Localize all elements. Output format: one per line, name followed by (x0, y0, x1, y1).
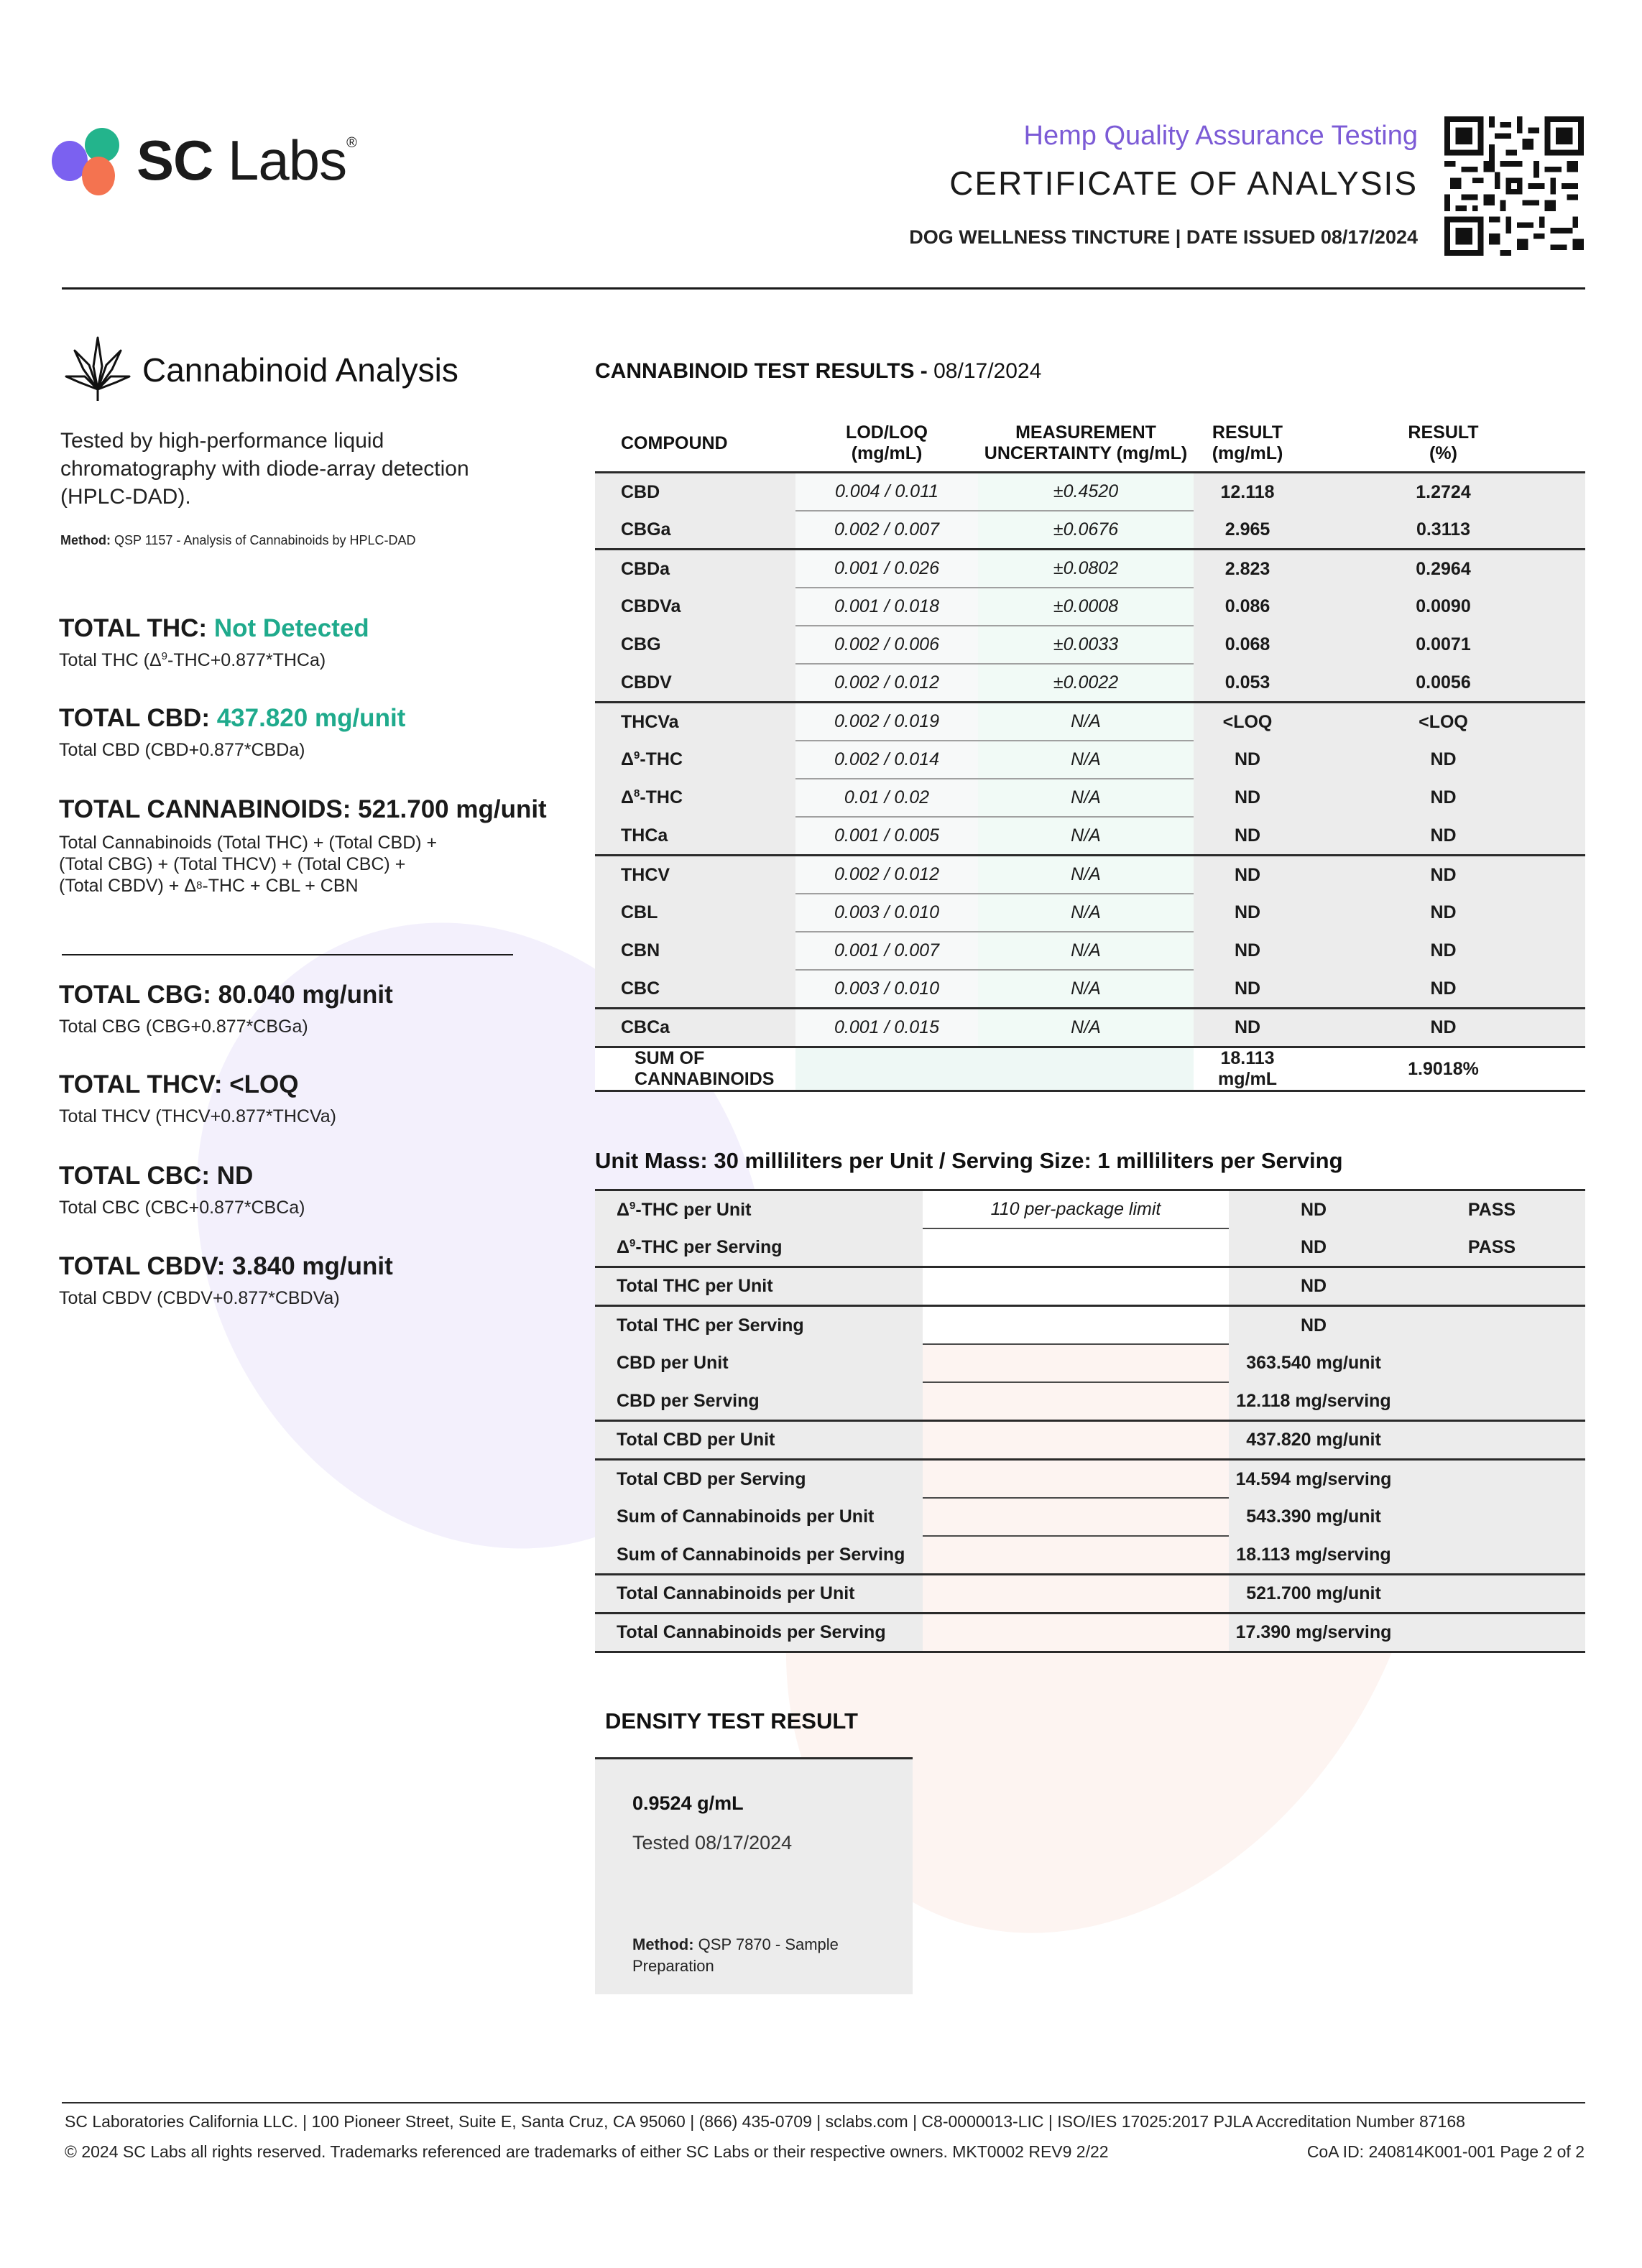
unit-mass-title: Unit Mass: 30 milliliters per Unit / Serving Size: 1 milliliters per Serving (595, 1148, 1343, 1173)
density-tested-date: Tested 08/17/2024 (632, 1832, 793, 1853)
cell-label: CBD per Serving (595, 1382, 923, 1421)
cell-limit (923, 1421, 1229, 1460)
cell-limit (923, 1536, 1229, 1575)
cell-label: Total CBD per Serving (595, 1460, 923, 1499)
cell-compound: CBC (595, 970, 795, 1009)
table-row (595, 817, 1585, 856)
table-row (595, 511, 1585, 550)
col-result-pct: RESULT (%) (1301, 417, 1585, 473)
cell-limit (923, 1382, 1229, 1421)
cell-result: ND (1229, 1190, 1398, 1229)
cannabinoid-results-table (595, 417, 1585, 1092)
table-row (595, 588, 1585, 626)
table-row (595, 1421, 1585, 1460)
cell-result-mgml: ND (1194, 741, 1301, 779)
table-row (595, 1460, 1585, 1499)
cell-limit (923, 1306, 1229, 1345)
cell-label: Total Cannabinoids per Serving (595, 1614, 923, 1652)
density-method: Method: QSP 7870 - Sample Preparation (632, 1935, 839, 1975)
total-cbdv: TOTAL CBDV: 3.840 mg/unit (59, 1252, 393, 1280)
cell-result-mgml: ND (1194, 970, 1301, 1009)
cell-status (1398, 1306, 1585, 1345)
cell-status (1398, 1267, 1585, 1306)
table-row (595, 1306, 1585, 1345)
cell-uncertainty: N/A (978, 856, 1194, 894)
density-title: DENSITY TEST RESULT (605, 1708, 858, 1734)
sum-row (595, 1047, 1585, 1091)
cell-lod-loq: 0.001 / 0.026 (795, 550, 978, 588)
cell-uncertainty: N/A (978, 741, 1194, 779)
cell-uncertainty: N/A (978, 703, 1194, 741)
logo-text: SC Labs® (137, 129, 356, 192)
cell-uncertainty: ±0.0033 (978, 626, 1194, 664)
cell-compound: $\Delta^9$-THC (595, 741, 795, 779)
cell-status: PASS (1398, 1228, 1585, 1267)
density-value: 0.9524 g/mL (632, 1792, 744, 1814)
cell-result-pct: ND (1301, 894, 1585, 932)
cell-lod-loq: 0.002 / 0.012 (795, 664, 978, 703)
cell-limit (923, 1344, 1229, 1382)
qr-code-icon[interactable] (1444, 116, 1584, 256)
table-row (595, 626, 1585, 664)
product-name: DOG WELLNESS TINCTURE (909, 226, 1171, 248)
cell-lod-loq: 0.001 / 0.005 (795, 817, 978, 856)
cell-compound: CBDVa (595, 588, 795, 626)
cell-result-pct: 0.0056 (1301, 664, 1585, 703)
cell-compound: THCa (595, 817, 795, 856)
total-cannabinoids: TOTAL CANNABINOIDS: 521.700 mg/unit (59, 795, 547, 823)
cell-compound: CBDa (595, 550, 795, 588)
cell-result-mgml: 2.823 (1194, 550, 1301, 588)
cell-lod-loq: 0.001 / 0.018 (795, 588, 978, 626)
total-cbd: TOTAL CBD: 437.820 mg/unit (59, 704, 406, 732)
table-row (595, 932, 1585, 970)
cell-label: $\Delta^9$-THC per Unit (595, 1190, 923, 1229)
cell-compound: CBCa (595, 1009, 795, 1047)
header-meta: DOG WELLNESS TINCTURE | DATE ISSUED 08/17/2024 (909, 226, 1418, 248)
table-row (595, 1614, 1585, 1652)
cell-limit: 110 per-package limit (923, 1190, 1229, 1229)
table-row (595, 473, 1585, 512)
total-cbd-formula: Total CBD (CBD+0.877*CBDa) (59, 740, 305, 760)
table-row (595, 1536, 1585, 1575)
cell-result-pct: ND (1301, 779, 1585, 817)
cell-result-mgml: ND (1194, 779, 1301, 817)
cell-uncertainty: N/A (978, 932, 1194, 970)
table-row (595, 779, 1585, 817)
cell-uncertainty: ±0.4520 (978, 473, 1194, 512)
header-title: CERTIFICATE OF ANALYSIS (949, 165, 1418, 202)
cell-limit (923, 1460, 1229, 1499)
cell-result-pct: ND (1301, 856, 1585, 894)
unit-results-table (595, 1189, 1585, 1653)
col-lod-loq: LOD/LOQ (mg/mL) (795, 417, 978, 473)
total-thcv-formula: Total THCV (THCV+0.877*THCVa) (59, 1106, 336, 1126)
table-row (595, 1267, 1585, 1306)
cell-result: ND (1229, 1267, 1398, 1306)
cell-result-pct: 0.0071 (1301, 626, 1585, 664)
cell-uncertainty: ±0.0022 (978, 664, 1194, 703)
cell-uncertainty: N/A (978, 779, 1194, 817)
cell-compound: CBG (595, 626, 795, 664)
cell-label: Total CBD per Unit (595, 1421, 923, 1460)
cell-result: ND (1229, 1306, 1398, 1345)
total-cbc-formula: Total CBC (CBC+0.877*CBCa) (59, 1198, 305, 1218)
table-row (595, 970, 1585, 1009)
cell-compound: $\Delta^8$-THC (595, 779, 795, 817)
table-row (595, 1009, 1585, 1047)
date-issued: DATE ISSUED 08/17/2024 (1186, 226, 1418, 248)
cell-result-pct: ND (1301, 1009, 1585, 1047)
cell-label: CBD per Unit (595, 1344, 923, 1382)
analysis-method: Method: QSP 1157 - Analysis of Cannabinoids by HPLC-DAD (60, 533, 416, 547)
cell-compound: THCVa (595, 703, 795, 741)
cell-result-pct: 0.0090 (1301, 588, 1585, 626)
cell-limit (923, 1498, 1229, 1536)
sum-mgml: 18.113 mg/mL (1194, 1047, 1301, 1091)
total-thcv: TOTAL THCV: <LOQ (59, 1070, 299, 1098)
footer-address: SC Laboratories California LLC. | 100 Pioneer Street, Suite E, Santa Cruz, CA 95060 | (866) 435-0709 | sclabs.com | C8-0000013-LIC | ISO/IES 17025:2017 PJLA Accreditation Number 87168 (65, 2112, 1465, 2131)
total-cannabinoids-formula: Total Cannabinoids (Total THC) + (Total CBD) + (Total CBG) + (Total THCV) + (Total CBC) + (Total CBDV) + $\Delta^8$-THC + CBL + CBN (59, 833, 438, 896)
footer-divider (62, 2102, 1585, 2103)
total-thc-formula: Total THC $(\Delta^9-THC+0.877*THCa)$ (59, 650, 326, 670)
cell-lod-loq: 0.002 / 0.014 (795, 741, 978, 779)
cell-compound: CBL (595, 894, 795, 932)
analysis-description: Tested by high-performance liquid chromatography with diode-array detection (HPLC-DAD). (60, 429, 469, 509)
table-row (595, 1382, 1585, 1421)
total-cbc: TOTAL CBC: ND (59, 1162, 254, 1190)
cell-label: Total Cannabinoids per Unit (595, 1575, 923, 1614)
table-row (595, 741, 1585, 779)
header-divider (62, 287, 1585, 290)
col-uncertainty: MEASUREMENT UNCERTAINTY (mg/mL) (978, 417, 1194, 473)
results-title: CANNABINOID TEST RESULTS - 08/17/2024 (595, 359, 1042, 383)
cell-lod-loq: 0.001 / 0.007 (795, 932, 978, 970)
cell-result-mgml: 0.053 (1194, 664, 1301, 703)
cell-compound: CBGa (595, 511, 795, 550)
header-subtitle: Hemp Quality Assurance Testing (1023, 121, 1418, 151)
table-row (595, 1498, 1585, 1536)
cell-status: PASS (1398, 1190, 1585, 1229)
cell-result-pct: 1.2724 (1301, 473, 1585, 512)
cell-result-mgml: ND (1194, 817, 1301, 856)
table-row (595, 1190, 1585, 1229)
cell-result-mgml: ND (1194, 932, 1301, 970)
cell-lod-loq: 0.01 / 0.02 (795, 779, 978, 817)
total-cbg: TOTAL CBG: 80.040 mg/unit (59, 981, 393, 1009)
cell-limit (923, 1267, 1229, 1306)
cell-compound: CBD (595, 473, 795, 512)
cell-label: Total THC per Serving (595, 1306, 923, 1345)
cell-compound: CBDV (595, 664, 795, 703)
cell-label: Sum of Cannabinoids per Unit (595, 1498, 923, 1536)
footer-coa-id: CoA ID: 240814K001-001 Page 2 of 2 (1306, 2142, 1585, 2161)
table-row (595, 856, 1585, 894)
left-divider (62, 954, 513, 955)
sum-label: SUM OF CANNABINOIDS (595, 1047, 795, 1091)
cell-result-mgml: 12.118 (1194, 473, 1301, 512)
cell-label: $\Delta^9$-THC per Serving (595, 1228, 923, 1267)
cell-result: 17.390 mg/serving (1229, 1614, 1585, 1652)
cell-result-pct: ND (1301, 741, 1585, 779)
table-row (595, 550, 1585, 588)
col-result-mgml: RESULT (mg/mL) (1194, 417, 1301, 473)
cell-lod-loq: 0.003 / 0.010 (795, 894, 978, 932)
cell-result: 12.118 mg/serving (1229, 1382, 1585, 1421)
cell-result-mgml: 2.965 (1194, 511, 1301, 550)
cell-result-pct: ND (1301, 970, 1585, 1009)
cell-lod-loq: 0.003 / 0.010 (795, 970, 978, 1009)
cell-uncertainty: N/A (978, 970, 1194, 1009)
cell-label: Total THC per Unit (595, 1267, 923, 1306)
cell-result: 521.700 mg/unit (1229, 1575, 1585, 1614)
table-row (595, 1228, 1585, 1267)
cell-result: ND (1229, 1228, 1398, 1267)
cell-result-pct: 0.2964 (1301, 550, 1585, 588)
cell-lod-loq: 0.004 / 0.011 (795, 473, 978, 512)
cell-result-mgml: 0.086 (1194, 588, 1301, 626)
logo-dot-coral (82, 157, 115, 195)
total-cbg-formula: Total CBG (CBG+0.877*CBGa) (59, 1017, 308, 1037)
cell-result: 363.540 mg/unit (1229, 1344, 1585, 1382)
cell-result-pct: 0.3113 (1301, 511, 1585, 550)
cell-limit (923, 1575, 1229, 1614)
cell-label: Sum of Cannabinoids per Serving (595, 1536, 923, 1575)
total-thc: TOTAL THC: Not Detected (59, 614, 369, 642)
cell-compound: CBN (595, 932, 795, 970)
logo (52, 122, 131, 201)
cell-lod-loq: 0.002 / 0.019 (795, 703, 978, 741)
cell-uncertainty: N/A (978, 1009, 1194, 1047)
table-row (595, 894, 1585, 932)
cell-result-mgml: 0.068 (1194, 626, 1301, 664)
col-compound: COMPOUND (595, 417, 795, 473)
table-row (595, 1344, 1585, 1382)
cell-compound: THCV (595, 856, 795, 894)
cell-result-pct: ND (1301, 817, 1585, 856)
cell-result-mgml: ND (1194, 856, 1301, 894)
total-cbdv-formula: Total CBDV (CBDV+0.877*CBDVa) (59, 1288, 340, 1308)
cell-result: 18.113 mg/serving (1229, 1536, 1585, 1575)
table-row (595, 703, 1585, 741)
cell-result: 543.390 mg/unit (1229, 1498, 1585, 1536)
cell-result: 437.820 mg/unit (1229, 1421, 1585, 1460)
cell-result-pct: <LOQ (1301, 703, 1585, 741)
cell-result-mgml: ND (1194, 894, 1301, 932)
cell-result: 14.594 mg/serving (1229, 1460, 1585, 1499)
cell-limit (923, 1228, 1229, 1267)
section-title: Cannabinoid Analysis (142, 351, 458, 389)
cell-uncertainty: ±0.0008 (978, 588, 1194, 626)
cell-uncertainty: ±0.0676 (978, 511, 1194, 550)
cell-lod-loq: 0.002 / 0.007 (795, 511, 978, 550)
cell-result-mgml: <LOQ (1194, 703, 1301, 741)
cell-result-mgml: ND (1194, 1009, 1301, 1047)
table-row (595, 664, 1585, 703)
cell-uncertainty: N/A (978, 894, 1194, 932)
cell-uncertainty: N/A (978, 817, 1194, 856)
cell-limit (923, 1614, 1229, 1652)
cell-uncertainty: ±0.0802 (978, 550, 1194, 588)
cell-lod-loq: 0.002 / 0.012 (795, 856, 978, 894)
cell-lod-loq: 0.001 / 0.015 (795, 1009, 978, 1047)
footer-copyright: © 2024 SC Labs all rights reserved. Trademarks referenced are trademarks of either SC Labs or their respective owners. MKT0002 REV9 2/22 (65, 2142, 1109, 2161)
cannabis-leaf-icon (62, 332, 134, 404)
cell-result-pct: ND (1301, 932, 1585, 970)
cell-lod-loq: 0.002 / 0.006 (795, 626, 978, 664)
table-row (595, 1575, 1585, 1614)
sum-pct: 1.9018% (1301, 1047, 1585, 1091)
